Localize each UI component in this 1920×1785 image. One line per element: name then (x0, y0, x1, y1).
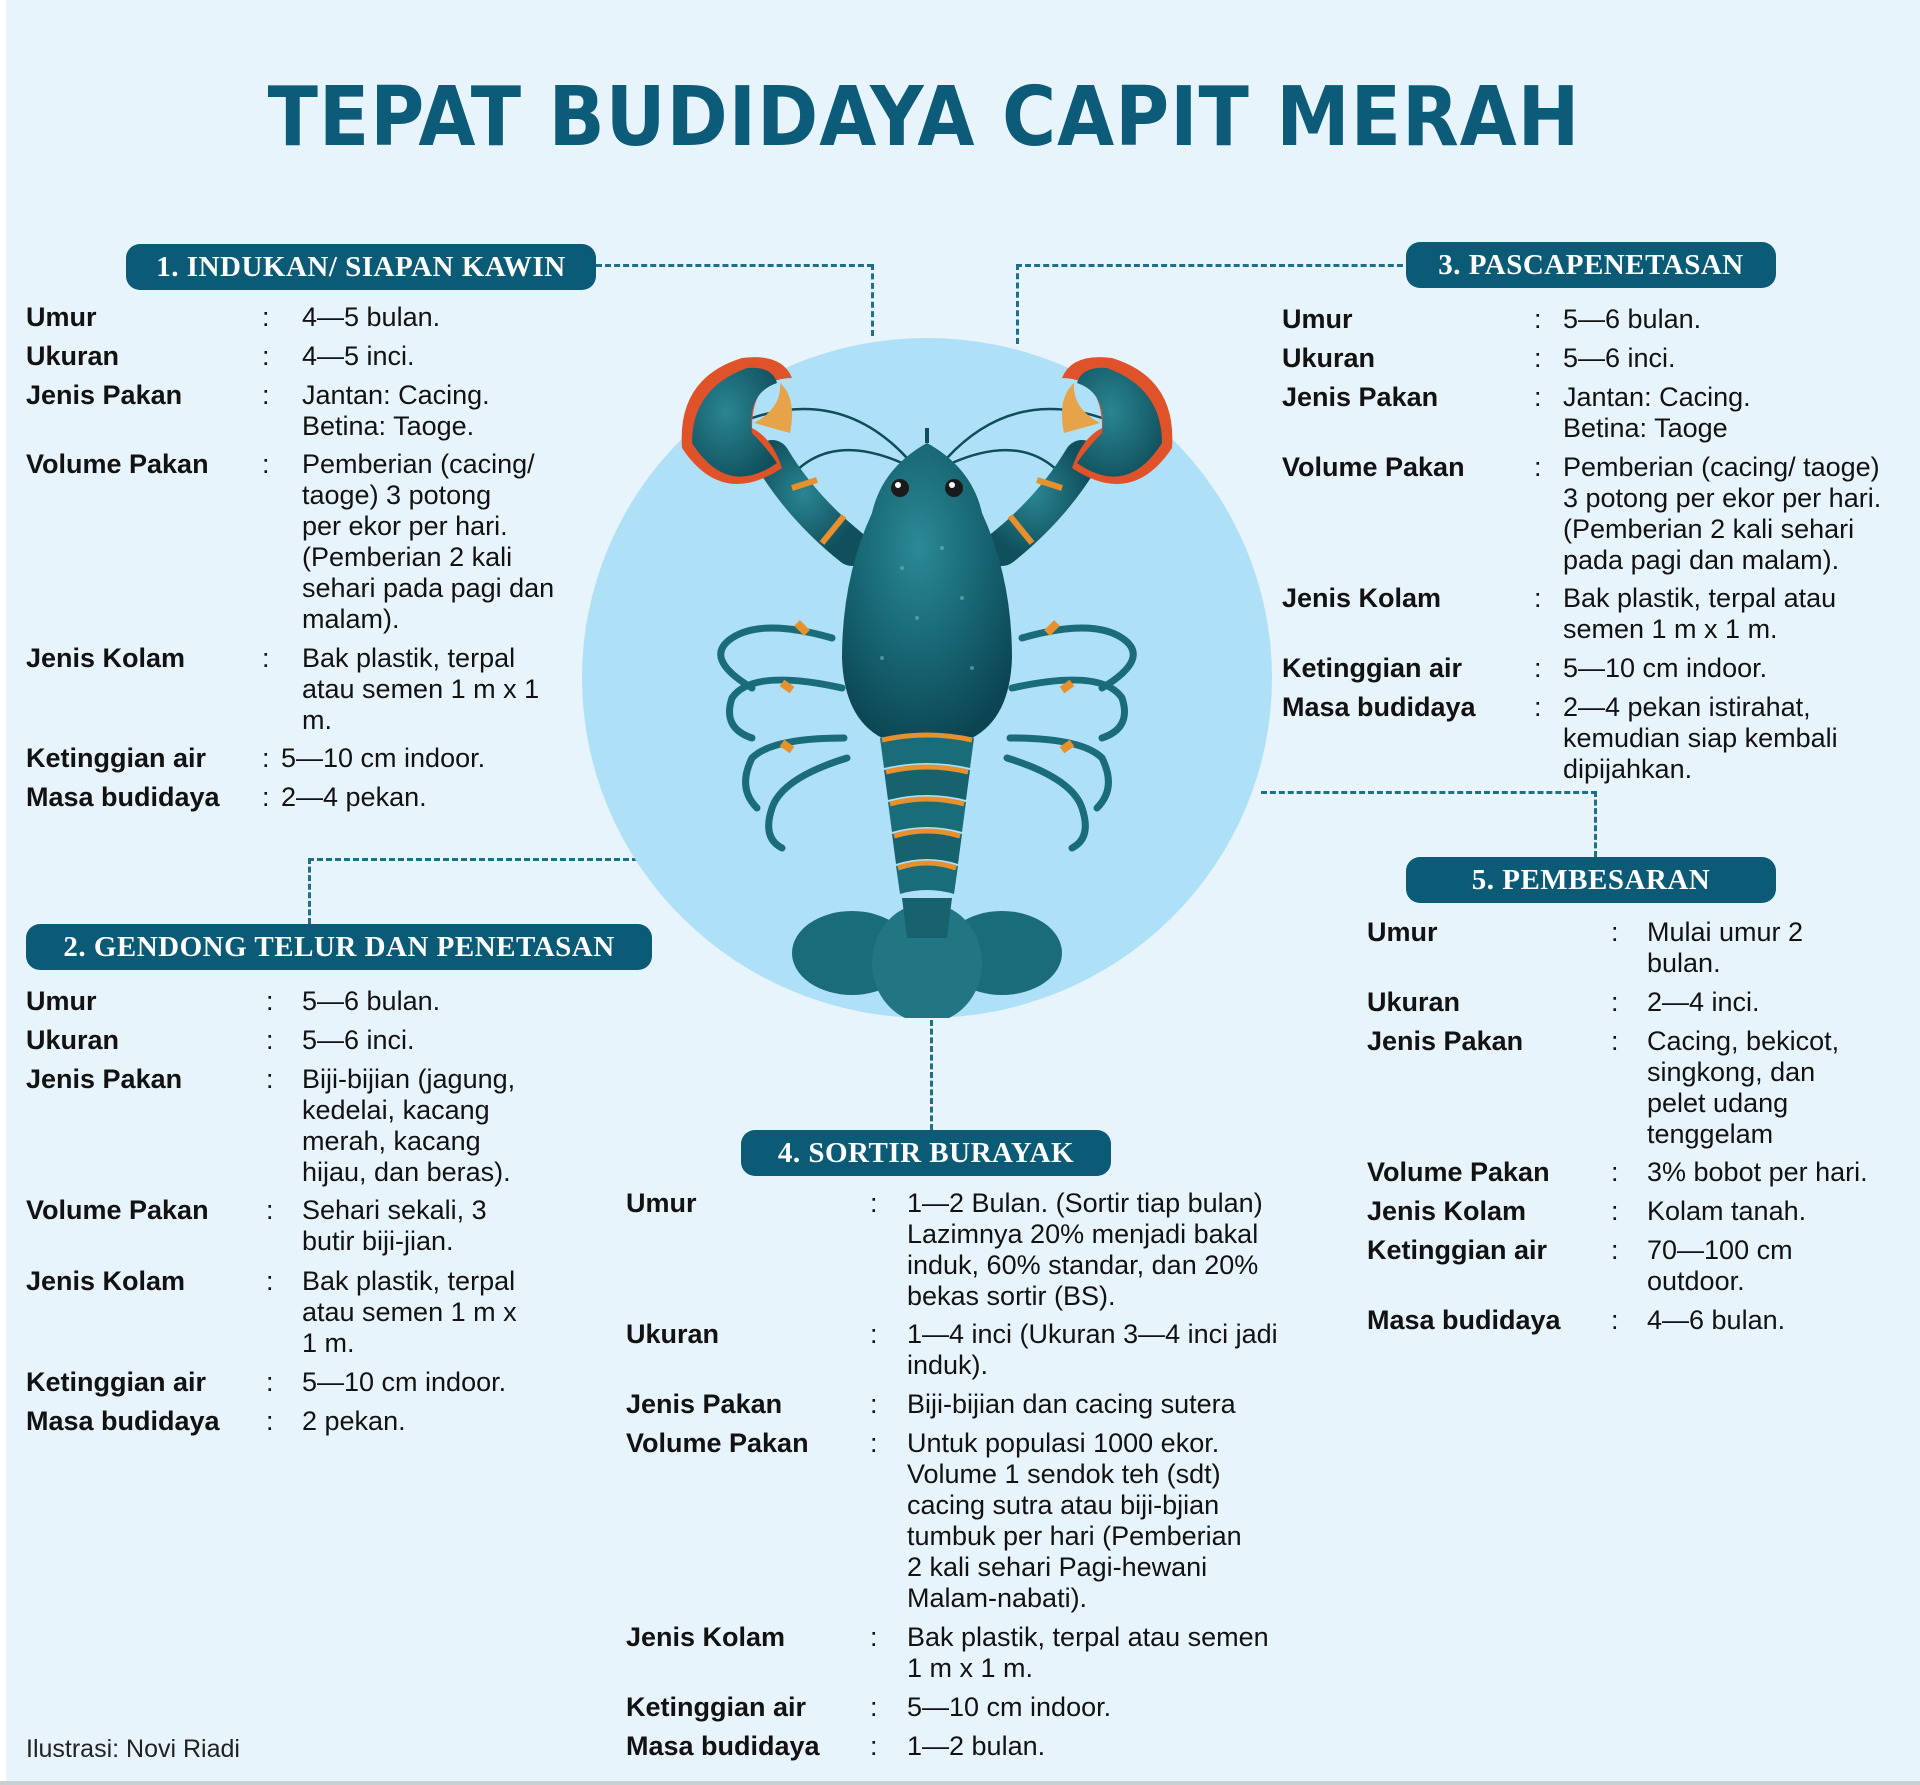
detail-row (1367, 1235, 1912, 1305)
detail-colon: : (266, 1266, 274, 1296)
detail-value: Bak plastik, terpal atau semen 1 m x 1 m. (302, 1266, 517, 1358)
detail-value: 2—4 pekan. (281, 782, 427, 812)
detail-colon: : (1611, 1196, 1619, 1226)
detail-row (1367, 1157, 1912, 1196)
detail-colon: : (870, 1622, 878, 1652)
detail-label: Umur (626, 1188, 697, 1218)
page-title: TEPAT BUDIDAYA CAPIT MERAH (267, 70, 1581, 165)
detail-row (26, 1195, 586, 1266)
detail-colon: : (266, 1367, 274, 1397)
detail-label: Ukuran (26, 341, 120, 371)
detail-colon: : (870, 1188, 878, 1218)
detail-row (26, 1025, 586, 1064)
detail-label: Jenis Pakan (1282, 382, 1439, 412)
detail-value: Pemberian (cacing/ taoge) 3 potong per ekor per hari. (Pemberian 2 kali sehari pada pagi dan malam). (1563, 452, 1882, 575)
detail-colon: : (1534, 304, 1542, 334)
detail-value: 2 pekan. (302, 1406, 406, 1436)
section-3-details (1282, 304, 1912, 792)
detail-value: 4—5 inci. (302, 341, 415, 371)
detail-row (1282, 343, 1912, 382)
detail-colon: : (262, 643, 270, 673)
detail-colon: : (1611, 917, 1619, 947)
connector-line (1594, 791, 1597, 857)
detail-label: Jenis Kolam (626, 1622, 786, 1652)
detail-label: Jenis Kolam (1282, 583, 1442, 613)
detail-colon: : (262, 449, 270, 479)
detail-colon: : (1534, 452, 1542, 482)
detail-label: Umur (26, 302, 97, 332)
detail-value: 5—6 bulan. (1563, 304, 1702, 334)
detail-row (1282, 692, 1912, 792)
detail-row (26, 1367, 586, 1406)
detail-row (26, 1406, 586, 1445)
detail-colon: : (1534, 382, 1542, 412)
detail-colon: : (262, 302, 270, 332)
detail-colon: : (1611, 1157, 1619, 1187)
detail-colon: : (1611, 1305, 1619, 1335)
detail-value: Sehari sekali, 3 butir biji-jian. (302, 1195, 487, 1256)
detail-value: 5—10 cm indoor. (302, 1367, 507, 1397)
detail-row (1282, 304, 1912, 343)
detail-label: Ketinggian air (1367, 1235, 1548, 1265)
detail-row (26, 743, 586, 782)
section-1-heading: 1. INDUKAN/ SIAPAN KAWIN (126, 244, 596, 290)
detail-value: 4—5 bulan. (302, 302, 441, 332)
detail-colon: : (266, 1064, 274, 1094)
detail-row (626, 1692, 1326, 1731)
detail-row (1367, 917, 1912, 987)
section-2-heading: 2. GENDONG TELUR DAN PENETASAN (26, 924, 652, 970)
detail-label: Ukuran (1282, 343, 1376, 373)
detail-value: Kolam tanah. (1647, 1196, 1807, 1226)
detail-value: Untuk populasi 1000 ekor. Volume 1 sendok teh (sdt) cacing sutra atau biji-bjian tumbuk per hari (Pemberian 2 kali sehari Pagi-hewani Malam-nabati). (907, 1428, 1242, 1613)
connector-line (871, 264, 874, 336)
detail-row (26, 782, 586, 821)
detail-colon: : (1611, 987, 1619, 1017)
detail-row (626, 1428, 1326, 1622)
detail-label: Jenis Pakan (26, 1064, 183, 1094)
detail-colon: : (1534, 343, 1542, 373)
detail-value: 5—6 inci. (302, 1025, 415, 1055)
detail-row (26, 643, 586, 743)
detail-label: Jenis Kolam (1367, 1196, 1527, 1226)
detail-label: Umur (1367, 917, 1438, 947)
detail-label: Ketinggian air (26, 743, 207, 773)
detail-label: Volume Pakan (26, 1195, 209, 1225)
detail-row (26, 986, 586, 1025)
detail-row (26, 1266, 586, 1367)
detail-label: Jenis Pakan (626, 1389, 783, 1419)
detail-label: Ukuran (26, 1025, 120, 1055)
detail-colon: : (1534, 583, 1542, 613)
detail-label: Masa budidaya (626, 1731, 820, 1761)
detail-row (1282, 452, 1912, 583)
detail-colon: : (1534, 653, 1542, 683)
detail-value: Bak plastik, terpal atau semen 1 m x 1 m. (302, 643, 540, 735)
detail-row (1367, 987, 1912, 1026)
connector-line (930, 1020, 933, 1130)
detail-value: Cacing, bekicot, singkong, dan pelet udang tenggelam (1647, 1026, 1840, 1149)
detail-row (26, 302, 586, 341)
detail-row (626, 1188, 1326, 1319)
detail-label: Masa budidaya (1367, 1305, 1561, 1335)
section-4-heading: 4. SORTIR BURAYAK (741, 1130, 1111, 1176)
detail-colon: : (870, 1692, 878, 1722)
detail-value: 2—4 inci. (1647, 987, 1760, 1017)
connector-line (1016, 264, 1019, 344)
detail-row (1282, 382, 1912, 452)
detail-value: 5—10 cm indoor. (281, 743, 486, 773)
bottom-rule (0, 1781, 1920, 1785)
section-1-details (26, 302, 586, 821)
detail-row (1282, 583, 1912, 653)
detail-label: Ukuran (626, 1319, 720, 1349)
detail-label: Ketinggian air (626, 1692, 807, 1722)
detail-label: Volume Pakan (1282, 452, 1465, 482)
connector-line (596, 264, 873, 267)
detail-value: 70—100 cm outdoor. (1647, 1235, 1793, 1296)
detail-label: Jenis Pakan (1367, 1026, 1524, 1056)
infographic-canvas (6, 0, 1920, 1783)
detail-row (626, 1622, 1326, 1692)
detail-label: Jenis Pakan (26, 380, 183, 410)
detail-value: 1—2 Bulan. (Sortir tiap bulan) Lazimnya 20% menjadi bakal induk, 60% standar, dan 20% bekas sortir (BS). (907, 1188, 1263, 1311)
detail-colon: : (262, 782, 270, 812)
detail-value: Bak plastik, terpal atau semen 1 m x 1 m. (907, 1622, 1269, 1683)
detail-colon: : (1611, 1026, 1619, 1056)
detail-value: Pemberian (cacing/ taoge) 3 potong per ekor per hari. (Pemberian 2 kali sehari pada pagi dan malam). (302, 449, 555, 634)
detail-label: Ukuran (1367, 987, 1461, 1017)
detail-label: Masa budidaya (26, 1406, 220, 1436)
detail-value: 1—4 inci (Ukuran 3—4 inci jadi induk). (907, 1319, 1278, 1380)
section-3-heading: 3. PASCAPENETASAN (1406, 242, 1776, 288)
detail-label: Masa budidaya (26, 782, 220, 812)
detail-value: Biji-bijian dan cacing sutera (907, 1389, 1236, 1419)
detail-value: 5—10 cm indoor. (907, 1692, 1112, 1722)
detail-row (626, 1731, 1326, 1770)
connector-line (1016, 264, 1412, 267)
detail-value: 5—6 bulan. (302, 986, 441, 1016)
detail-colon: : (262, 743, 270, 773)
detail-label: Volume Pakan (1367, 1157, 1550, 1187)
detail-value: 4—6 bulan. (1647, 1305, 1786, 1335)
detail-value: Jantan: Cacing. Betina: Taoge (1563, 382, 1751, 443)
connector-line (308, 858, 311, 924)
section-5-details (1367, 917, 1912, 1344)
detail-label: Volume Pakan (26, 449, 209, 479)
detail-colon: : (870, 1428, 878, 1458)
illustration-credit: Ilustrasi: Novi Riadi (26, 1735, 240, 1763)
detail-row (26, 1064, 586, 1195)
detail-value: Mulai umur 2 bulan. (1647, 917, 1804, 978)
detail-row (1367, 1026, 1912, 1157)
detail-colon: : (266, 986, 274, 1016)
detail-value: Bak plastik, terpal atau semen 1 m x 1 m. (1563, 583, 1837, 644)
detail-colon: : (870, 1319, 878, 1349)
detail-row (626, 1389, 1326, 1428)
detail-colon: : (870, 1389, 878, 1419)
section-2-details (26, 986, 586, 1445)
detail-row (26, 449, 586, 643)
detail-value: 3% bobot per hari. (1647, 1157, 1868, 1187)
detail-label: Volume Pakan (626, 1428, 809, 1458)
section-5-heading: 5. PEMBESARAN (1406, 857, 1776, 903)
detail-value: Biji-bijian (jagung, kedelai, kacang merah, kacang hijau, dan beras). (302, 1064, 516, 1187)
detail-value: 2—4 pekan istirahat, kemudian siap kembali dipijahkan. (1563, 692, 1838, 784)
crayfish-illustration (582, 338, 1272, 1018)
detail-colon: : (266, 1195, 274, 1225)
detail-value: Jantan: Cacing. Betina: Taoge. (302, 380, 490, 441)
detail-colon: : (266, 1406, 274, 1436)
detail-colon: : (870, 1731, 878, 1761)
detail-row (26, 341, 586, 380)
detail-row (626, 1319, 1326, 1389)
detail-colon: : (262, 341, 270, 371)
detail-label: Jenis Kolam (26, 643, 186, 673)
detail-value: 5—10 cm indoor. (1563, 653, 1768, 683)
detail-value: 1—2 bulan. (907, 1731, 1046, 1761)
detail-row (1282, 653, 1912, 692)
detail-colon: : (1534, 692, 1542, 722)
detail-label: Umur (1282, 304, 1353, 334)
detail-label: Jenis Kolam (26, 1266, 186, 1296)
detail-row (1367, 1305, 1912, 1344)
detail-label: Ketinggian air (1282, 653, 1463, 683)
detail-colon: : (262, 380, 270, 410)
detail-value: 5—6 inci. (1563, 343, 1676, 373)
detail-row (26, 380, 586, 449)
detail-colon: : (266, 1025, 274, 1055)
detail-label: Ketinggian air (26, 1367, 207, 1397)
detail-label: Masa budidaya (1282, 692, 1476, 722)
detail-colon: : (1611, 1235, 1619, 1265)
detail-row (1367, 1196, 1912, 1235)
detail-label: Umur (26, 986, 97, 1016)
section-4-details (626, 1188, 1326, 1770)
